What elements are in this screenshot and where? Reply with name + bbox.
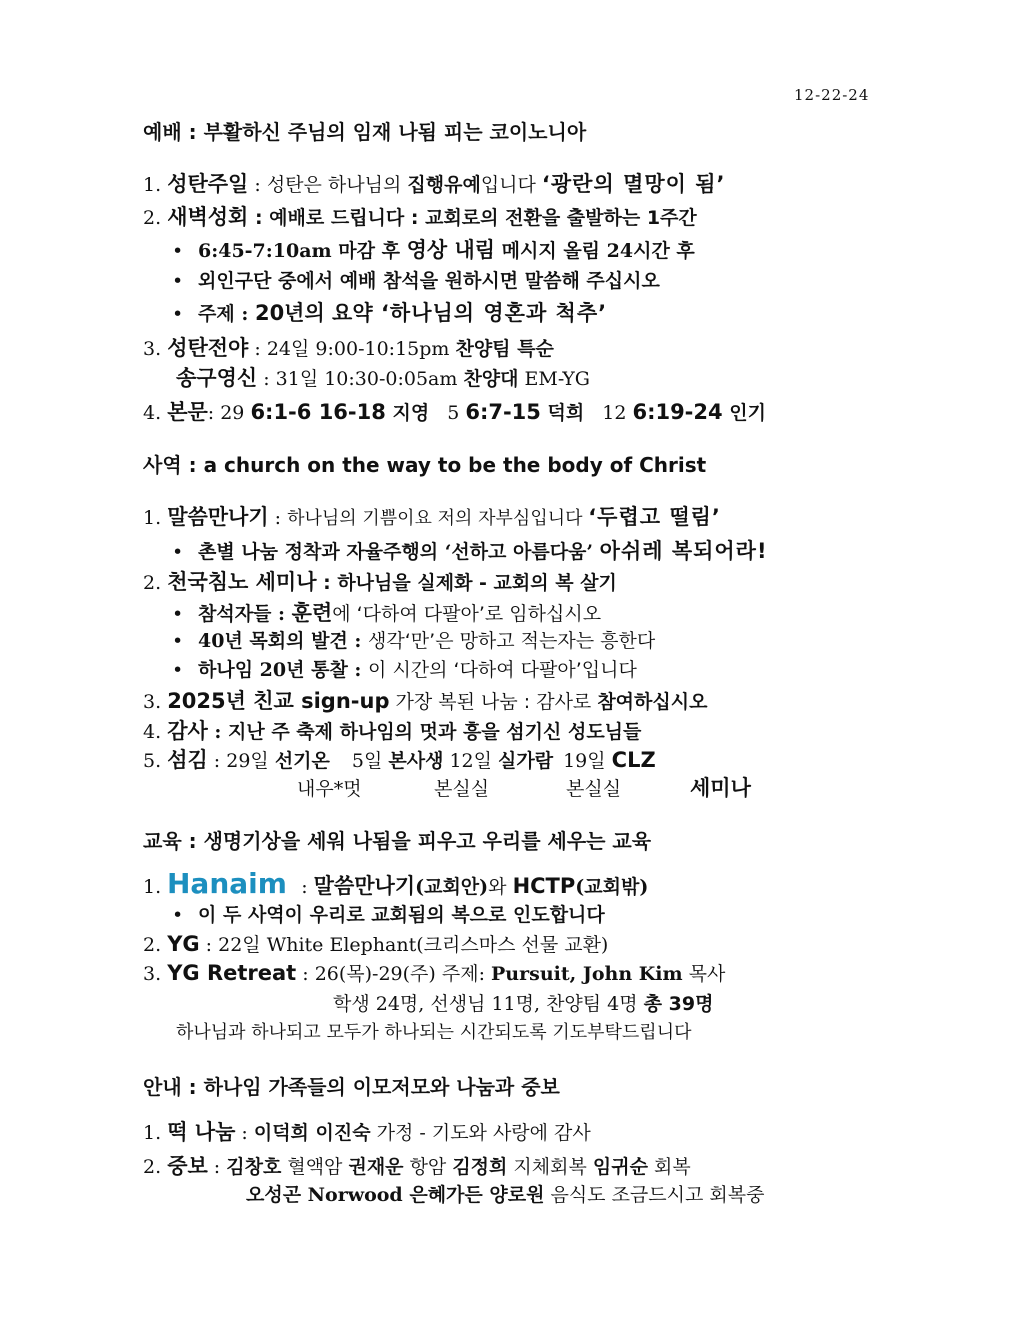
worship-bullet-1: • 6:45-7:10am 마감 후 영상 내림 메시지 올림 24시간 후 [172, 238, 695, 262]
hanaim-logo [167, 868, 295, 898]
worship-header: 예배 : 부활하신 주님의 임재 나됨 피는 코이노니아 [143, 120, 587, 144]
worship-item-1: 1. 성탄주일 : 성탄은 하나님의 집행유예입니다 ‘광란의 멸망이 됨’ [143, 172, 726, 196]
education-item-3c: 하나님과 하나되고 모두가 하나되는 시간되도록 기도부탁드립니다 [176, 1022, 692, 1043]
ministry-header: 사역 : a church on the way to be the body of Christ [143, 453, 707, 477]
ministry-item-2: 2. 천국침노 세미나 : 하나님을 실제화 - 교회의 복 살기 [143, 570, 617, 594]
notice-item-2: 2. 중보 : 김창호 혈액암 권재운 항암 김정희 지체회복 임귀순 회복 [143, 1154, 691, 1178]
education-item-1: 1. Hanaim : 말씀만나기(교회안)와 HCTP(교회밖) [143, 867, 649, 898]
education-item-3: 3. YG Retreat : 26(목)-29(주) 주제: Pursuit, John Kim 목사 [143, 961, 726, 985]
ministry-item-5-rooms-4: 세미나 [690, 776, 751, 800]
notice-item-1: 1. 떡 나눔 : 이덕희 이진숙 가정 - 기도와 사랑에 감사 [143, 1120, 591, 1144]
ministry-bullet-3: • 40년 목회의 발견 : 생각‘만’은 망하고 적는자는 흥한다 [172, 630, 656, 652]
worship-bullet-2: • 외인구단 중에서 예배 참석을 원하시면 말씀해 주십시오 [172, 270, 660, 292]
hanaim-logo-text: Hanaim [167, 867, 288, 898]
education-header: 교육 : 생명기상을 세워 나됨을 피우고 우리를 세우는 교육 [143, 829, 652, 853]
bulletin-date: 12-22-24 [794, 86, 870, 104]
worship-bullet-3: • 주제 : 20년의 요약 ‘하나님의 영혼과 척추’ [172, 301, 608, 325]
ministry-bullet-1: • 촌별 나눔 정착과 자율주행의 ‘선하고 아름다움’ 아쉬레 복되어라! [172, 539, 768, 563]
notice-item-2b: 오성곤 Norwood 은혜가든 양로원 음식도 조금드시고 회복중 [246, 1184, 765, 1206]
ministry-bullet-4: • 하나임 20년 통찰 : 이 시간의 ‘다하여 다팔아’입니다 [172, 659, 637, 681]
ministry-item-1: 1. 말씀만나기 : 하나님의 기쁨이요 저의 자부심입니다 ‘두렵고 떨림’ [143, 505, 721, 529]
education-bullet-1: • 이 두 사역이 우리로 교회됨의 복으로 인도합니다 [172, 904, 605, 926]
ministry-item-5-rooms-1: 내우*멋 [297, 778, 362, 800]
worship-item-3b: 송구영신 : 31일 10:30-0:05am 찬양대 EM-YG [176, 366, 590, 390]
ministry-item-5: 5. 섬김 : 29일 선기온 5일 본사생 12일 실가람 19일 CLZ [143, 748, 656, 772]
ministry-item-3: 3. 2025년 친교 sign-up 가장 복된 나눔 : 감사로 참여하십시오 [143, 689, 708, 713]
ministry-item-5-rooms-2: 본실실 [434, 778, 490, 800]
ministry-item-5-rooms-3: 본실실 [566, 778, 622, 800]
worship-item-2: 2. 새벽성회 : 예배로 드립니다 : 교회로의 전환을 출발하는 1주간 [143, 205, 697, 229]
education-item-3b: 학생 24명, 선생님 11명, 찬양팀 4명 총 39명 [333, 993, 714, 1015]
notice-header: 안내 : 하나임 가족들의 이모저모와 나눔과 중보 [143, 1075, 560, 1099]
worship-item-3: 3. 성탄전야 : 24일 9:00-10:15pm 찬양팀 특순 [143, 336, 554, 360]
education-item-2: 2. YG : 22일 White Elephant(크리스마스 선물 교환) [143, 932, 609, 956]
ministry-item-4: 4. 감사 : 지난 주 축제 하나임의 멋과 흥을 섬기신 성도님들 [143, 719, 642, 743]
ministry-bullet-2: • 참석자들 : 훈련에 ‘다하여 다팔아’로 임하십시오 [172, 601, 602, 625]
worship-item-4: 4. 본문: 29 6:1-6 16-18 지영 5 6:7-15 덕희 12 6:19-24 인기 [143, 400, 766, 424]
